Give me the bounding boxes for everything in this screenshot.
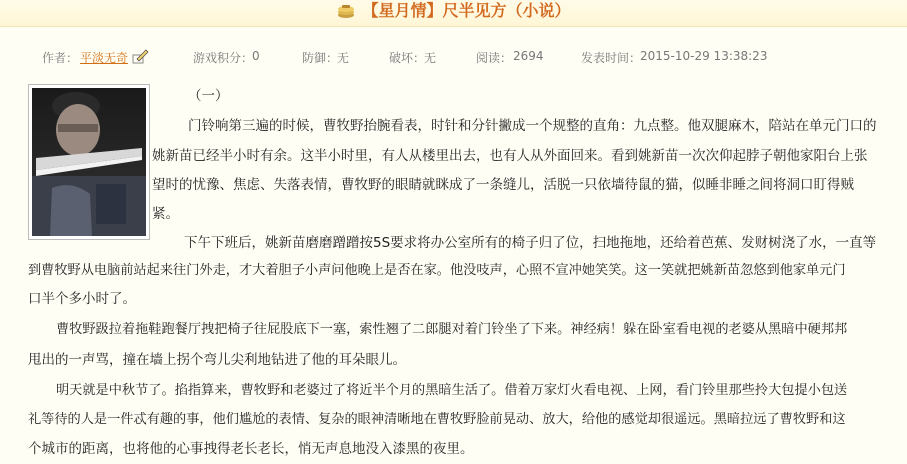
- break-value: 无: [424, 51, 437, 65]
- article-meta: [0, 47, 907, 67]
- score-value: 0: [252, 49, 260, 63]
- break-label: 破坏：: [389, 51, 426, 65]
- article-line: 望时的忧豫、焦虑、失落表情，曹牧野的眼睛就眯成了一条缝儿，活脱一只依墙待鼠的猫，似睡非睡之间将洞口盯得贼: [152, 177, 854, 193]
- article-line: 甩出的一声骂，撞在墙上拐个弯儿尖利地钻进了他的耳朵眼儿。: [28, 352, 406, 368]
- score-label: 游戏积分：: [193, 51, 254, 65]
- defense-label: 防御：: [302, 51, 339, 65]
- pencil-icon[interactable]: [131, 47, 149, 65]
- article-line: 口半个多小时了。: [28, 291, 136, 307]
- article-line: 姚新苗已经半小时有余。这半小时里，有人从楼里出去，也有人从外面回来。看到姚新苗一次次仰起脖子朝他家阳台上张: [152, 148, 868, 164]
- read-label: 阅读：: [476, 51, 513, 65]
- article-line: 明天就是中秋节了。掐指算来，曹牧野和老婆过了将近半个月的黑暗生活了。借着万家灯火看电视、上网，看门铃里那些拎大包提小包送: [56, 383, 848, 398]
- author-label: 作者：: [42, 51, 79, 65]
- article-body: [0, 84, 907, 464]
- author-link[interactable]: 平淡无奇: [80, 51, 129, 65]
- article-line: 下午下班后，姚新苗磨磨蹭蹭按5S要求将办公室所有的椅子归了位，扫地拖地，还给着芭蕉、发财树浇了水，一直等: [184, 235, 877, 251]
- page-title-text: 【星月情】尺半见方（小说）: [362, 1, 571, 20]
- article-header: [0, 0, 907, 27]
- article-line: 门铃响第三遍的时候，曹牧野抬腕看表，时针和分针撇成一个规整的直角：九点整。他双腿麻木，陪站在单元门口的: [188, 118, 877, 134]
- article-line: 曹牧野趿拉着拖鞋跑餐厅拽把椅子往屁股底下一塞，索性翘了二郎腿对着门铃坐了下来。神经病！躲在卧室看电视的老婆从黑暗中硬邦邦: [56, 322, 848, 337]
- article-line: 个城市的距离，也将他的心事拽得老长老长，悄无声息地没入漆黑的夜里。: [28, 441, 474, 457]
- read-count: 2694: [513, 49, 544, 63]
- page-title: [336, 0, 570, 22]
- defense-value: 无: [337, 51, 350, 65]
- article-line: 礼等待的人是一件忒有趣的事，他们尴尬的表情、复杂的眼神清晰地在曹牧野脸前晃动、放大，给他的感觉却很遥远。黑暗拉远了曹牧野和这: [28, 412, 846, 427]
- post-time: 2015-10-29 13:38:23: [640, 49, 768, 63]
- article-line: 到曹牧野从电脑前站起来往门外走，才大着胆子小声问他晚上是否在家。他没吱声，心照不宣冲她笑笑。这一笑就把姚新苗忽悠到他家单元门: [28, 263, 846, 278]
- coin-stack-icon: [336, 3, 356, 19]
- article-line: （一）: [188, 88, 229, 104]
- post-time-label: 发表时间：: [581, 51, 642, 65]
- article-line: 紧。: [152, 206, 179, 222]
